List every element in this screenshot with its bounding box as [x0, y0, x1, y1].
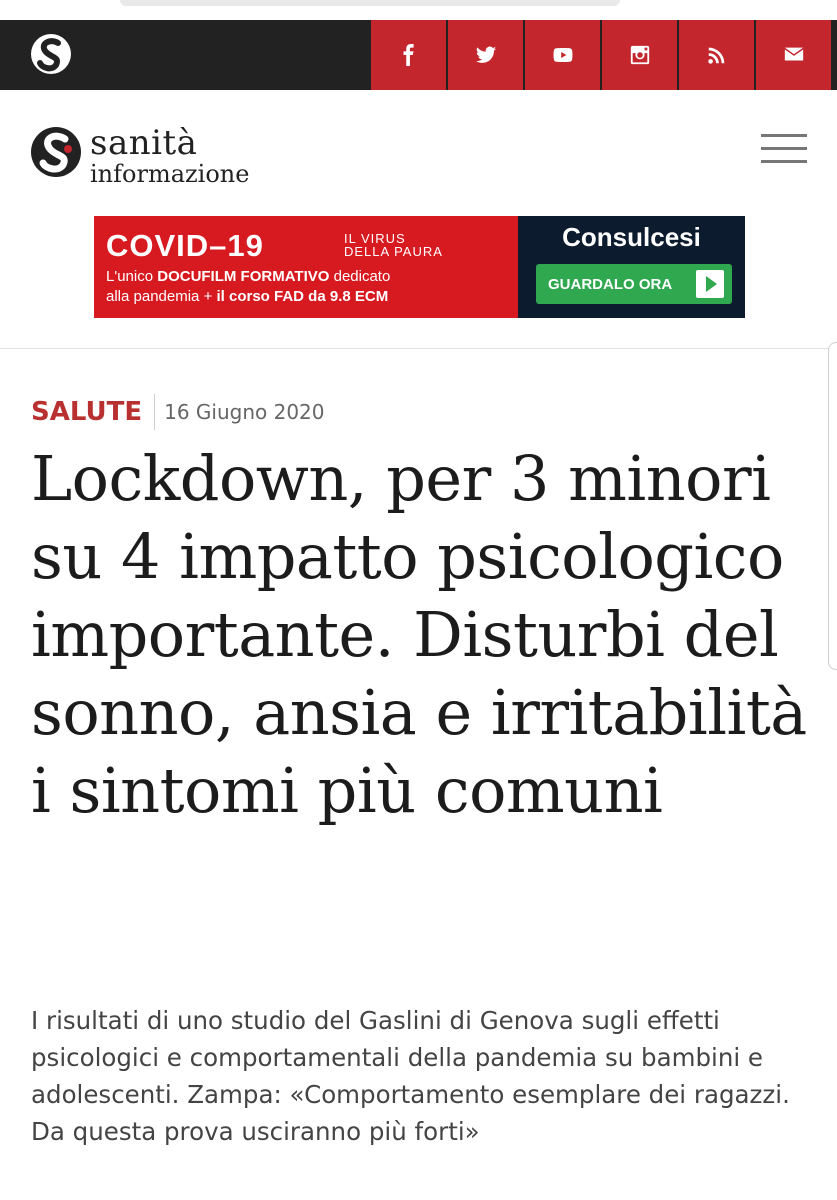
section-divider — [0, 348, 837, 349]
ad-banner[interactable] — [94, 216, 745, 318]
article-summary: I risultati di uno studio del Gaslini di Genova sugli effetti psicologici e comportamentali della pandemia su bambini e adolescenti. Zampa: «Comportamento esemplare dei ragazzi. Da questa prova usciranno più forti» — [31, 1006, 790, 1146]
brand-subname: informazione — [90, 160, 250, 188]
email-button[interactable] — [756, 20, 831, 90]
instagram-icon — [629, 44, 651, 66]
banner-subtext-2: alla pandemia + il corso FAD da 9.8 ECM — [106, 288, 389, 305]
site-brand[interactable] — [30, 123, 250, 188]
banner-subtext-1: L'unico DOCUFILM FORMATIVO dedicato — [106, 268, 391, 285]
facebook-button[interactable] — [371, 20, 446, 90]
url-bar-edge — [120, 0, 620, 6]
site-logo-icon[interactable] — [30, 33, 72, 75]
banner-headline: COVID–19 — [106, 228, 264, 263]
browser-top-strip — [0, 0, 837, 20]
facebook-icon — [398, 44, 420, 66]
social-links — [371, 20, 831, 90]
brand-name: sanità — [90, 123, 198, 163]
sponsor-logo: Consulcesi — [562, 222, 701, 252]
rss-icon — [706, 44, 728, 66]
side-panel-handle[interactable] — [828, 342, 837, 670]
article-title: Lockdown, per 3 minori su 4 impatto psicologico importante. Disturbi del sonno, ansia e irritabilità i sintomi più comuni — [31, 442, 807, 827]
banner-sponsor-panel — [518, 216, 745, 318]
rss-button[interactable] — [679, 20, 754, 90]
play-icon — [696, 270, 724, 298]
banner-promo — [94, 216, 518, 318]
article-meta — [31, 394, 325, 430]
twitter-button[interactable] — [448, 20, 523, 90]
watch-now-button[interactable] — [536, 264, 732, 304]
publish-date: 16 Giugno 2020 — [164, 400, 325, 424]
instagram-button[interactable] — [602, 20, 677, 90]
meta-separator — [154, 394, 155, 430]
banner-tagline: IL VIRUS DELLA PAURA — [344, 231, 443, 259]
category-link[interactable]: SALUTE — [31, 397, 143, 427]
menu-icon[interactable] — [761, 134, 807, 164]
youtube-icon — [552, 44, 574, 66]
brand-logo-icon — [30, 126, 82, 178]
watch-now-label: GUARDALO ORA — [548, 275, 673, 293]
twitter-icon — [475, 44, 497, 66]
brand-wordmark — [90, 123, 250, 188]
youtube-button[interactable] — [525, 20, 600, 90]
email-icon — [783, 44, 805, 66]
masthead — [0, 90, 837, 210]
